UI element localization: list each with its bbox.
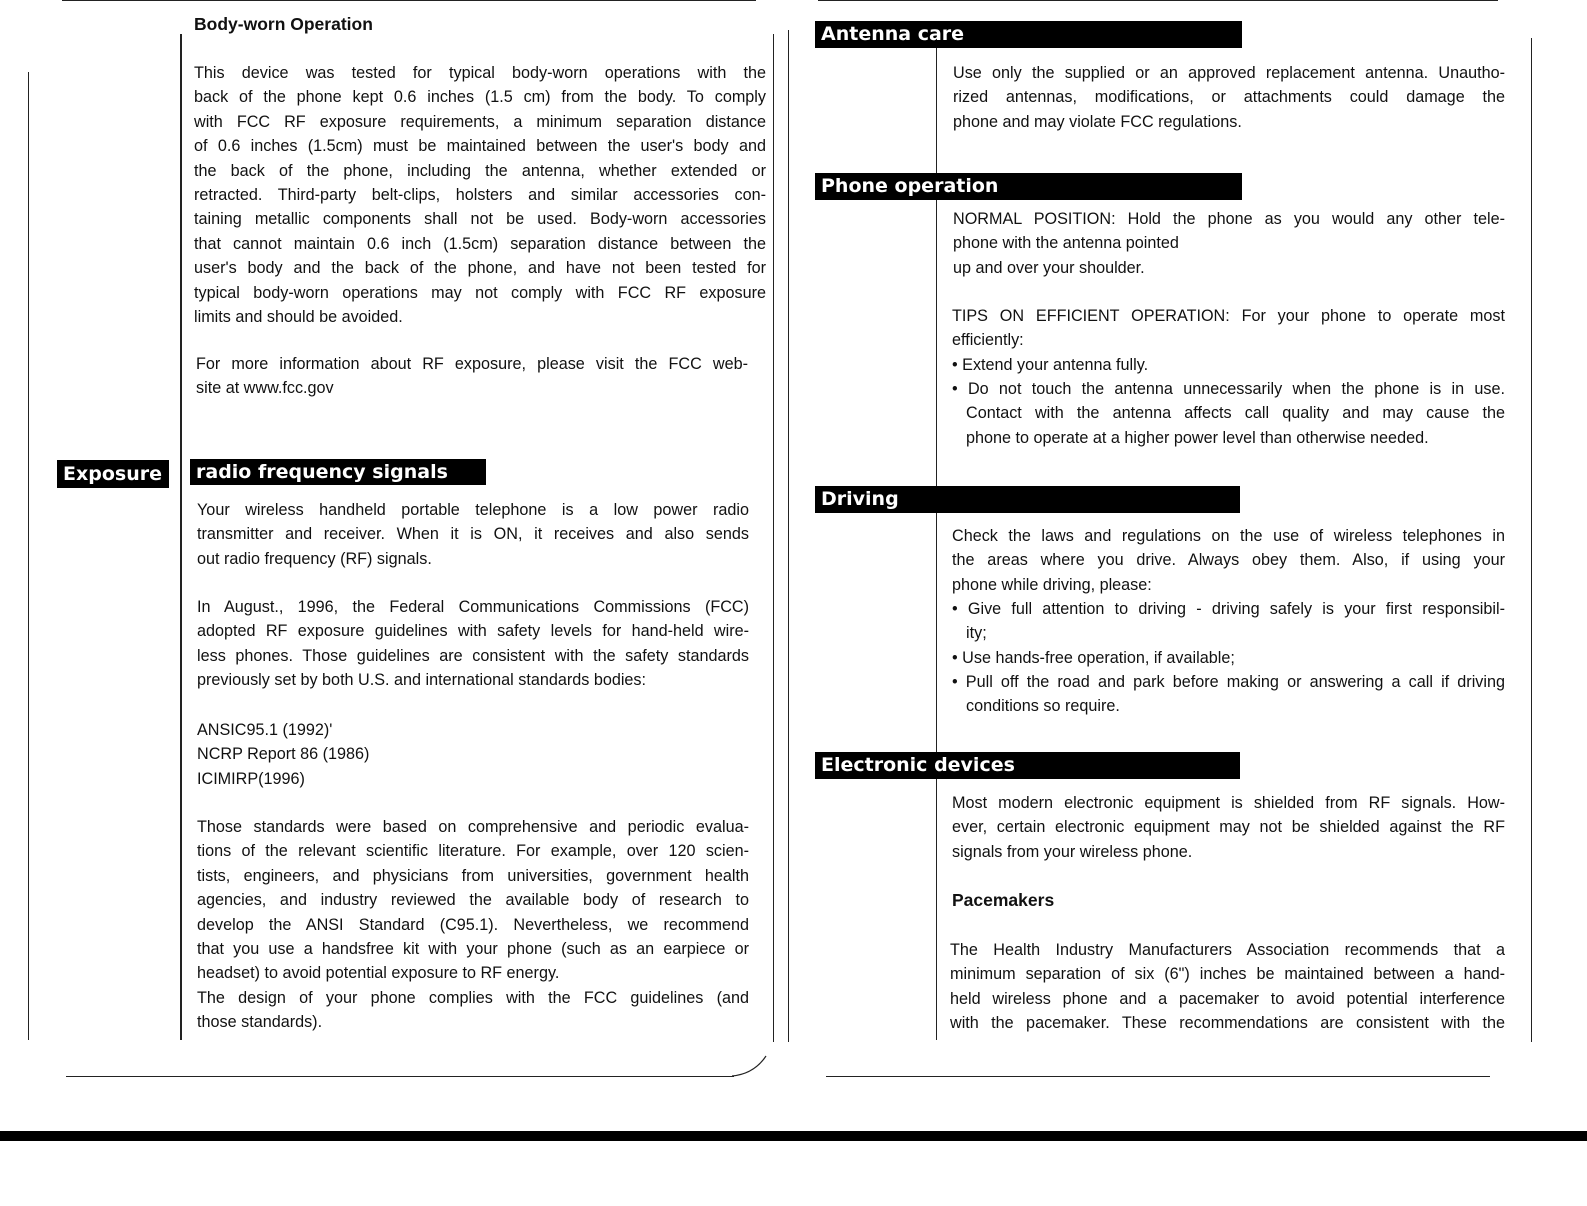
pull-off-bullet xyxy=(952,670,1505,719)
left-column-rule xyxy=(180,34,182,1040)
right-page-edge xyxy=(1531,38,1532,1042)
text-line: • Give full attention to driving - driving safely is your first responsibil- xyxy=(952,600,1505,618)
fcc-1996-paragraph xyxy=(197,595,749,693)
text-line: The design of your phone complies with the FCC guidelines (and xyxy=(197,989,749,1007)
text-line: In August., 1996, the Federal Communications Commissions (FCC) xyxy=(197,598,749,616)
text-line: limits and should be avoided. xyxy=(194,308,403,327)
bullet-item: • Extend your antenna fully. xyxy=(952,355,1149,374)
standard-item: NCRP Report 86 (1986) xyxy=(197,745,370,764)
text-line: with the pacemaker. These recommendations are consistent with the xyxy=(950,1014,1505,1033)
design-compliance-paragraph xyxy=(197,986,749,1035)
text-line: those standards). xyxy=(197,1013,323,1032)
text-line: Most modern electronic equipment is shielded from RF signals. How- xyxy=(952,794,1505,812)
text-line: held wireless phone and a pacemaker to avoid potential interference xyxy=(950,989,1505,1008)
text-line: retracted. Third-party belt-clips, holsters and similar accessories con- xyxy=(194,186,766,205)
text-line: For more information about RF exposure, please visit the FCC web- xyxy=(196,355,748,373)
bottom-rule-right xyxy=(826,1076,1490,1077)
driving-paragraph xyxy=(952,524,1505,597)
text-line: the back of the phone, including the antenna, whether extended or xyxy=(194,161,766,180)
text-line: This device was tested for typical body-worn operations with the xyxy=(194,64,766,82)
pacemakers-paragraph xyxy=(950,938,1505,1036)
text-line: site at www.fcc.gov xyxy=(196,379,334,398)
efficient-operation-paragraph xyxy=(952,304,1505,377)
driving-heading: Driving xyxy=(815,486,1240,513)
text-line: adopted RF exposure guidelines with safety levels for hand-held wire- xyxy=(197,622,749,641)
text-line: The Health Industry Manufacturers Association recommends that a xyxy=(950,941,1505,959)
text-line: agencies, and industry reviewed the available body of research to xyxy=(197,891,749,910)
rf-intro-paragraph xyxy=(197,498,749,571)
full-attention-bullet xyxy=(952,597,1505,670)
text-line: tists, engineers, and physicians from universities, government health xyxy=(197,866,749,885)
text-line: Those standards were based on comprehensive and periodic evalua- xyxy=(197,818,749,836)
phone-operation-heading: Phone operation xyxy=(815,173,1242,200)
text-line: phone with the antenna pointed xyxy=(953,234,1179,253)
text-line: phone while driving, please: xyxy=(952,575,1152,594)
text-line: with FCC RF exposure requirements, a minimum separation distance xyxy=(194,112,766,131)
text-line: TIPS ON EFFICIENT OPERATION: For your phone to operate most xyxy=(952,307,1505,325)
text-line: ever, certain electronic equipment may not be shielded against the RF xyxy=(952,818,1505,837)
text-line: Check the laws and regulations on the use of wireless telephones in xyxy=(952,527,1505,545)
pacemakers-heading: Pacemakers xyxy=(952,890,1055,910)
text-line: that cannot maintain 0.6 inch (1.5cm) separation distance between the xyxy=(194,234,766,253)
text-line: ity; xyxy=(966,624,987,643)
text-line: phone to operate at a higher power level than otherwise needed. xyxy=(966,428,1429,447)
scan-edge-band xyxy=(0,1131,1587,1141)
text-line: develop the ANSI Standard (C95.1). Nevertheless, we recommend xyxy=(197,915,749,934)
normal-position-paragraph xyxy=(953,207,1505,280)
top-rule-right xyxy=(818,0,1498,1)
text-line: • Do not touch the antenna unnecessarily when the phone is in use. xyxy=(952,380,1505,398)
electronic-devices-paragraph xyxy=(952,791,1505,864)
left-page-edge xyxy=(773,34,774,1042)
text-line: back of the phone kept 0.6 inches (1.5 cm) from the body. To comply xyxy=(194,88,766,107)
text-line: phone and may violate FCC regulations. xyxy=(953,112,1242,131)
text-line: taining metallic components shall not be used. Body-worn accessories xyxy=(194,210,766,229)
body-worn-heading: Body-worn Operation xyxy=(194,14,373,34)
antenna-touch-bullet xyxy=(952,377,1505,450)
text-line: the areas where you drive. Always obey them. Also, if using your xyxy=(952,551,1505,570)
text-line: out radio frequency (RF) signals. xyxy=(197,549,432,568)
left-margin-rule xyxy=(28,72,29,1040)
text-line: typical body-worn operations may not comply with FCC RF exposure xyxy=(194,283,766,302)
text-line: tions of the relevant scientific literature. For example, over 120 scien- xyxy=(197,842,749,861)
text-line: up and over your shoulder. xyxy=(953,258,1145,277)
text-line: previously set by both U.S. and international standards bodies: xyxy=(197,671,647,690)
fcc-info-paragraph xyxy=(196,352,748,401)
bullet-item: • Use hands-free operation, if available; xyxy=(952,648,1235,667)
text-line: of 0.6 inches (1.5cm) must be maintained between the user's body and xyxy=(194,137,766,156)
electronic-devices-heading: Electronic devices xyxy=(815,752,1240,779)
text-line: efficiently: xyxy=(952,331,1024,350)
page-curl-mark xyxy=(730,1052,770,1080)
standards-list xyxy=(197,718,497,791)
top-rule-left xyxy=(62,0,756,1)
text-line: Use only the supplied or an approved replacement antenna. Unautho- xyxy=(953,64,1505,82)
text-line: NORMAL POSITION: Hold the phone as you would any other tele- xyxy=(953,210,1505,228)
text-line: less phones. Those guidelines are consistent with the safety standards xyxy=(197,646,749,665)
text-line: transmitter and receiver. When it is ON, it receives and also sends xyxy=(197,525,749,544)
body-worn-paragraph xyxy=(194,61,766,329)
text-line: • Pull off the road and park before making or answering a call if driving xyxy=(952,673,1505,691)
text-line: user's body and the back of the phone, and have not been tested for xyxy=(194,259,766,278)
text-line: conditions so require. xyxy=(966,697,1120,716)
antenna-care-heading: Antenna care xyxy=(815,21,1242,48)
text-line: signals from your wireless phone. xyxy=(952,842,1193,861)
exposure-side-tab: Exposure xyxy=(57,460,169,488)
standards-basis-paragraph xyxy=(197,815,749,986)
antenna-care-paragraph xyxy=(953,61,1505,134)
text-line: Contact with the antenna affects call quality and may cause the xyxy=(966,404,1505,423)
rf-signals-heading: radio frequency signals xyxy=(190,459,486,485)
text-line: Your wireless handheld portable telephone is a low power radio xyxy=(197,501,749,519)
bottom-rule-left xyxy=(66,1076,734,1077)
standard-item: ICIMIRP(1996) xyxy=(197,769,305,788)
text-line: that you use a handsfree kit with your phone (such as an earpiece or xyxy=(197,940,749,959)
gutter-rule xyxy=(788,30,789,1042)
text-line: rized antennas, modifications, or attachments could damage the xyxy=(953,88,1505,107)
text-line: headset) to avoid potential exposure to RF energy. xyxy=(197,964,560,983)
standard-item: ANSIC95.1 (1992)' xyxy=(197,721,333,739)
text-line: minimum separation of six (6") inches be maintained between a hand- xyxy=(950,965,1505,984)
